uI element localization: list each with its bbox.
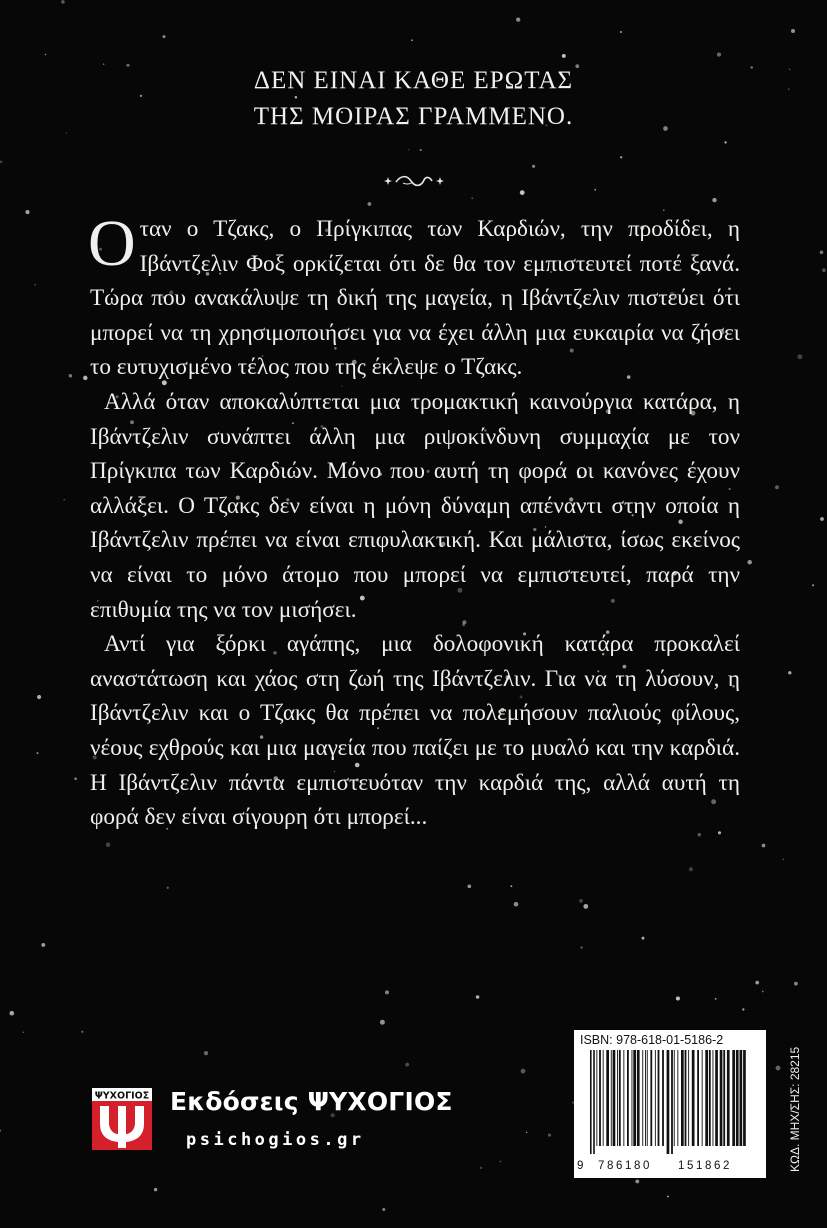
star	[83, 376, 87, 380]
barcode-bar	[681, 1050, 684, 1146]
star	[689, 867, 693, 871]
barcode-bar	[658, 1050, 660, 1146]
star	[37, 695, 41, 699]
barcode-bar	[619, 1050, 621, 1146]
star	[667, 1196, 669, 1198]
star	[579, 899, 582, 902]
star	[385, 990, 389, 994]
barcode-digits-right: 151862	[678, 1160, 732, 1172]
barcode-bar	[645, 1050, 646, 1146]
star	[420, 149, 422, 151]
star	[775, 485, 779, 489]
blurb-paragraph-1	[88, 207, 740, 385]
tagline-line-2: ΤΗΣ ΜΟΙΡΑΣ ΓΡΑΜΜΕΝΟ.	[253, 103, 574, 130]
barcode-bar	[715, 1050, 718, 1146]
star	[520, 190, 525, 195]
ornament-icon	[383, 171, 445, 191]
barcode-digits-left: 786180	[598, 1160, 652, 1172]
logo-badge-text: ΨΥΧΟΓΙΟΣ	[94, 1090, 150, 1102]
star	[411, 39, 413, 41]
star	[0, 161, 2, 164]
barcode-bar	[727, 1050, 730, 1146]
barcode-bar	[723, 1050, 725, 1146]
barcode-bar	[593, 1050, 595, 1154]
star	[103, 64, 104, 65]
star	[380, 1020, 385, 1025]
star	[642, 937, 645, 940]
barcode-icon	[580, 1050, 758, 1154]
barcode-bar	[688, 1050, 689, 1146]
star	[521, 1069, 526, 1074]
star	[620, 31, 622, 33]
barcode-bar	[650, 1050, 652, 1146]
star	[635, 1179, 639, 1183]
star	[154, 1188, 157, 1191]
barcode-bar	[606, 1050, 609, 1146]
barcode-bar	[662, 1050, 664, 1146]
star	[548, 1134, 551, 1137]
barcode-digit-first: 9	[577, 1160, 584, 1172]
star	[583, 904, 588, 909]
barcode-bar	[617, 1050, 618, 1146]
star	[9, 1011, 14, 1016]
star	[782, 858, 784, 860]
star	[526, 1132, 527, 1133]
star	[747, 560, 751, 564]
star	[594, 189, 596, 191]
drop-cap: Ο	[88, 207, 136, 280]
barcode-bar	[677, 1050, 678, 1146]
star	[408, 149, 409, 150]
barcode-bar	[709, 1050, 711, 1146]
star	[405, 1063, 409, 1067]
barcode-bar	[720, 1050, 723, 1146]
star	[794, 982, 798, 986]
barcode-bar	[702, 1050, 703, 1146]
tagline-line-1: ΔΕΝ ΕΙΝΑΙ ΚΑΘΕ ΕΡΩΤΑΣ	[253, 67, 574, 94]
psi-logo-icon	[92, 1088, 152, 1150]
star	[676, 996, 680, 1000]
star	[36, 752, 38, 754]
star	[63, 499, 65, 501]
barcode-bar	[613, 1050, 616, 1146]
blurb-paragraph-3: Αντί για ξόρκι αγάπης, μια δολοφονική κατάρα προκαλεί αναστάτωση και χάος στη ζωή της Ιβάντζελιν. Για να τη λύσουν, η Ιβάντζελιν και ο Τζακς θα πρέπει να πολεμήσουν παλιούς φίλους, νέους εχθρούς και μια μαγεία που παίζει με το μυαλό και την καρδιά. Η Ιβάντζελιν πάντα εμπιστευόταν την καρδιά της, αλλά αυτή τη φορά δεν είναι σίγουρη ότι μπορεί...	[90, 631, 740, 831]
barcode-bar	[736, 1050, 739, 1146]
star	[776, 1066, 781, 1071]
barcode-bar	[697, 1050, 699, 1146]
barcode-bar	[667, 1050, 670, 1154]
star	[514, 902, 519, 907]
star	[140, 95, 142, 97]
barcode-bar	[623, 1050, 624, 1146]
barcode-bar	[637, 1050, 640, 1146]
star	[562, 54, 566, 58]
star	[23, 1031, 25, 1033]
barcode-bar	[647, 1050, 648, 1146]
star	[499, 1160, 501, 1162]
barcode-bar	[740, 1050, 743, 1146]
star	[0, 1130, 1, 1132]
barcode-bar	[743, 1050, 746, 1146]
star	[61, 0, 65, 4]
star	[788, 671, 791, 674]
star	[812, 584, 814, 586]
star	[25, 210, 29, 214]
star	[74, 777, 77, 780]
barcode-bar	[685, 1050, 687, 1146]
barcode-bar	[671, 1050, 673, 1154]
star	[516, 17, 520, 21]
star	[663, 209, 664, 210]
barcode-bar	[713, 1050, 714, 1146]
barcode-bar	[655, 1050, 656, 1146]
star	[762, 844, 766, 848]
star	[204, 1051, 208, 1055]
barcode-bar	[603, 1050, 604, 1146]
back-cover-blurb	[88, 207, 740, 835]
barcode-bar	[627, 1050, 629, 1146]
star	[532, 165, 535, 168]
star	[511, 885, 513, 887]
star	[41, 943, 45, 947]
blurb-paragraph-2: Αλλά όταν αποκαλύπτεται μια τρομακτική καινούργια κατάρα, η Ιβάντζελιν συνάπτει άλλη μια ριψοκίνδυνη συμμαχία με τον Πρίγκιπα των Καρδιών. Μόνο που αυτή τη φορά οι κανόνες έχουν αλλάξει. Ο Τζακς δεν είναι η μόνη δύναμη απέναντι στην οποία η Ιβάντζελιν πρέπει να είναι επιφυλακτική. Και μάλιστα, ίσως εκείνος να είναι το μόνο άτομο που μπορεί να εμπιστευτεί, παρά την επιθυμία της να τον μισήσει.	[90, 388, 740, 623]
barcode-bar	[692, 1050, 695, 1146]
barcode-bar	[590, 1050, 592, 1154]
star	[45, 54, 47, 56]
barcode-bar	[632, 1050, 633, 1146]
star	[471, 197, 473, 199]
star	[580, 946, 582, 948]
blurb-paragraph-1-text: ταν ο Τζακς, ο Πρίγκιπας των Καρδιών, την προδίδει, η Ιβάντζελιν Φοξ ορκίζεται ότι δε θα τον εμπιστευτεί ποτέ ξανά. Τώρα που ανακάλυψε τη δική της μαγεία, η Ιβάντζελιν πιστεύει ότι μπορεί να τη χρησιμοποιήσει για να έχει άλλη μια ευκαιρία να ζήσει το ευτυχισμένο τέλος που της έκλεψε ο Τζακς.	[90, 216, 740, 381]
star	[755, 981, 759, 985]
internal-code: ΚΩΔ. ΜΗΧ/ΣΗΣ: 28215	[788, 1046, 802, 1172]
star	[34, 284, 36, 286]
star	[712, 198, 716, 202]
star	[467, 884, 471, 888]
star	[762, 991, 764, 993]
star	[742, 1008, 744, 1010]
star	[69, 374, 73, 378]
star	[715, 998, 717, 1000]
star	[163, 35, 166, 38]
barcode-bar	[642, 1050, 643, 1146]
star	[797, 354, 802, 359]
publisher-url: psichogios.gr	[186, 1130, 365, 1150]
isbn-label: ISBN: 978-618-01-5186-2	[580, 1033, 724, 1047]
star	[791, 29, 795, 33]
star	[820, 517, 824, 521]
star	[820, 250, 824, 254]
barcode-bar	[674, 1050, 675, 1146]
barcode-bar	[599, 1050, 601, 1146]
barcode-bar	[611, 1050, 612, 1146]
star	[717, 53, 721, 57]
star	[368, 202, 372, 206]
star	[480, 1167, 482, 1169]
star	[167, 887, 169, 889]
star	[106, 842, 111, 847]
star	[81, 1031, 83, 1033]
star	[620, 156, 622, 158]
star	[724, 141, 726, 143]
barcode-bar	[633, 1050, 636, 1146]
barcode-bar	[705, 1050, 708, 1146]
barcode-panel	[574, 1030, 766, 1178]
barcode-bar	[596, 1050, 597, 1146]
barcode-bar	[732, 1050, 735, 1146]
publisher-name: Εκδόσεις ΨΥΧΟΓΙΟΣ	[170, 1087, 453, 1116]
star	[476, 995, 480, 999]
star	[295, 96, 298, 99]
star	[822, 268, 826, 272]
star	[66, 132, 68, 134]
star	[382, 1208, 385, 1211]
